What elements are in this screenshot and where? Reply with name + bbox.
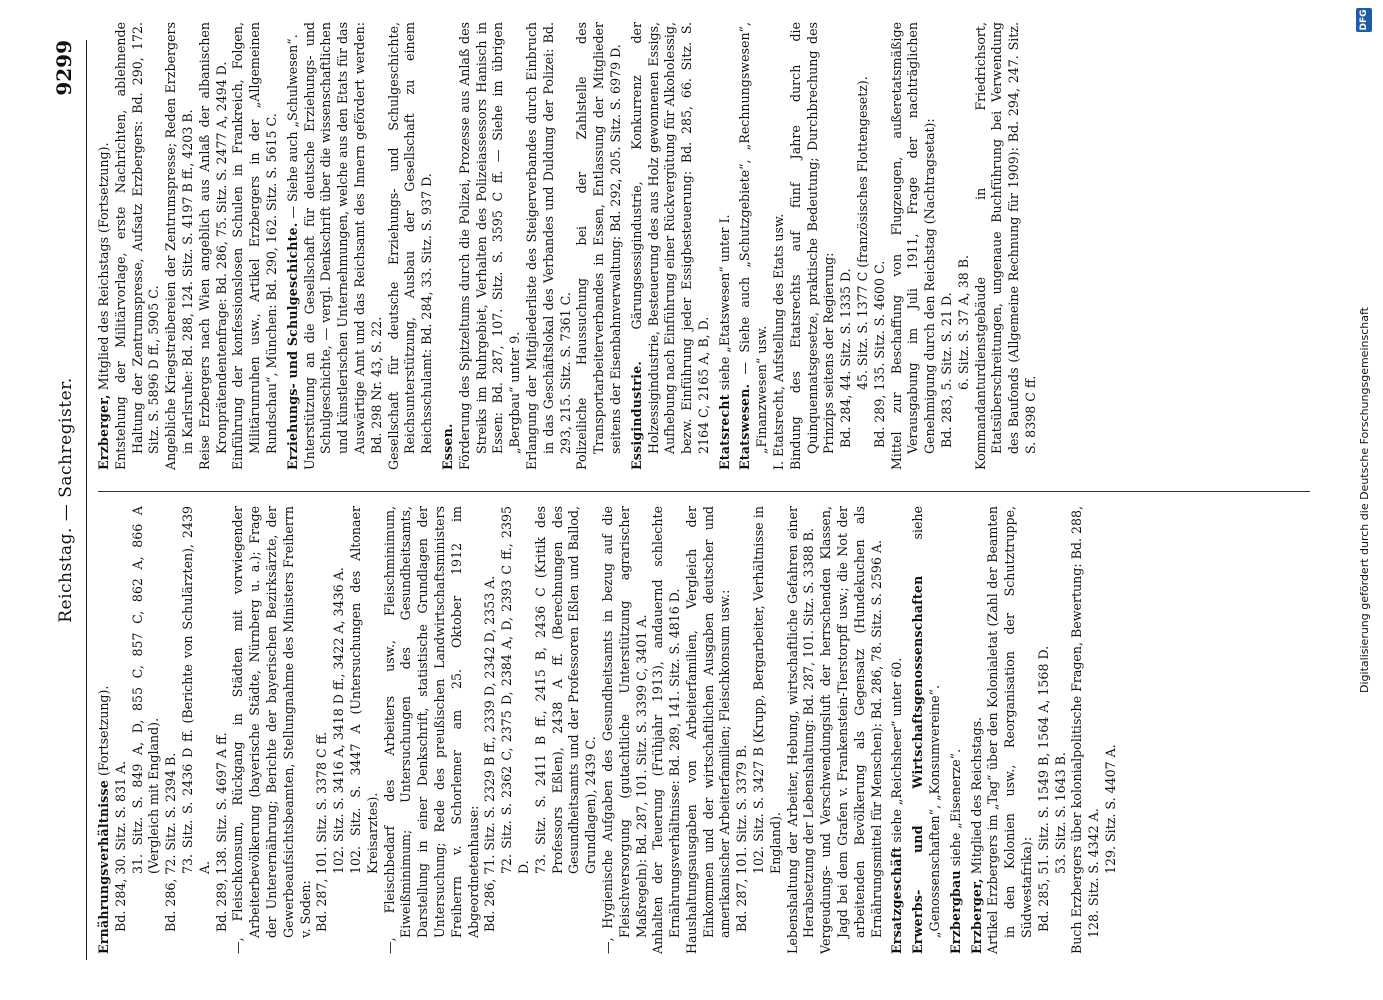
entry-line: Bd. 286, 71. Sitz. S. 2329 B ff., 2339 D, 2342 D, 2353 A. bbox=[482, 575, 498, 932]
entry-heading-rest: Mitglied des Reichstags. bbox=[968, 716, 984, 879]
entry-line: Artikel Erzbergers im „Tag“ über den Kolonialetat (Zahl der Beamten in den Kolonien usw., Reorganisation der Schutztruppe, Südwestafrika): bbox=[985, 506, 1035, 954]
index-entry bbox=[969, 506, 1120, 954]
entry-line: 73. Sitz. S. 2436 D ff. (Berichte von Schulärzten), 2439 A. bbox=[179, 506, 212, 874]
entry-line: 45. Sitz. S. 1377 C (französisches Flottengesetz). bbox=[855, 76, 871, 390]
index-entry bbox=[629, 22, 713, 470]
entry-line: Bd. 289, 138. Sitz. S. 4697 A ff. bbox=[213, 732, 229, 932]
digitization-note: Digitalisierung gefördert durch die Deutsche Forschungsgemeinschaft bbox=[1358, 307, 1371, 693]
entry-line: Haushaltungsausgaben von Arbeiterfamilien, Vergleich der Einkommen und der wirtschaftlichen Ausgaben deutscher und amerikanischer Arbeiterfamilien; Fleischkonsum usw.: bbox=[683, 506, 733, 954]
dfg-logo: DFG bbox=[1356, 8, 1372, 32]
entry-line: 72. Sitz. S. 2362 C, 2375 D, 2384 A, D, 2393 C ff., 2395 D. bbox=[499, 506, 531, 874]
entry-line: Reise Erzbergers nach Wien angeblich aus Anlaß der albanischen Kronprätendentenfrage: Bd. 286, 75. Sitz. S. 2477 A, 2494 D. bbox=[196, 22, 229, 470]
entry-heading: Erziehungs- und Schulgeschichte. bbox=[284, 222, 300, 470]
entry-heading: Erzbergbau bbox=[947, 870, 963, 954]
entry-line: Einführung der konfessionslosen Schulen in Frankreich, Folgen, Militärunruhen usw., Artikel Erzbergers in der „Allgemeinen Rundschau“, München: Bd. 290, 162. Sitz. S. 5615 C. bbox=[230, 22, 279, 470]
entry-line: Mittel zur Beschaffung von Flugzeugen, außeretatsmäßige Verausgabung im Juli 1911, Frage der nachträglichen Genehmigung durch den Reichstag (Nachtragsetat): bbox=[888, 22, 938, 470]
entry-heading-rest: siehe „Etatswesen“ unter I. bbox=[716, 214, 732, 395]
entry-heading-rest: — Siehe auch „Schulwesen“. bbox=[284, 34, 300, 223]
page-number: 9299 bbox=[52, 40, 76, 96]
entry-heading: Ersatzgeschäft bbox=[889, 846, 905, 954]
entry-line: 53. Sitz. S. 1643 B. bbox=[1052, 752, 1068, 874]
entry-line: Gesellschaft für deutsche Erziehungs- und Schulgeschichte, Reichsunterstützung, Ausbau der Gesellschaft zu einem Reichsschulamt: Bd. 284, 33. Sitz. S. 937 D. bbox=[385, 22, 435, 470]
header-title: Reichstag. — Sachregister. bbox=[56, 377, 76, 623]
entry-line: —, Fleischbedarf des Arbeiters usw., Fleischminimum, Eiweißminimum; Untersuchungen des Gesundheitsamts, Darstellung in einer Denkschrift, statistische Grundlagen der Untersuchung; Rede des preußischen Landwirtschaftsministers Freiherrn v. Schorlemer am 25. Oktober 1912 im Abgeordnetenhause: bbox=[381, 506, 481, 954]
entry-heading-rest: Mitglied des Reichstags (Fortsetzung). bbox=[96, 142, 111, 395]
entry-line: Bd. 286, 72. Sitz. S. 2394 B. bbox=[163, 752, 179, 932]
column-divider bbox=[98, 491, 1310, 492]
index-entry bbox=[285, 22, 436, 470]
entry-line: 31. Sitz. S. 849 A, D, 855 C, 857 C, 862 A, 866 A (Vergleich mit England). bbox=[129, 506, 162, 874]
entry-heading-rest: — Siehe auch „Schutzgebiete“, „Rechnungswesen“, „Finanzwesen“ usw. bbox=[737, 22, 770, 454]
entry-line: Angebliche Kriegstreibereien der Zentrumspresse; Reden Erzbergers in Karlsruhe: Bd. 288, 124. Sitz. S. 4197 B ff., 4203 B. bbox=[163, 22, 195, 470]
entry-heading: Erzberger, bbox=[96, 394, 111, 470]
entry-line: I. Etatsrecht, Aufstellung des Etats usw. bbox=[771, 213, 787, 470]
entry-line: Bindung des Etatsrechts auf fünf Jahre durch die Quinquennatsgesetze, praktische Bedeutung; Durchbrechung des Prinzips seitens der Regierung: bbox=[787, 22, 837, 470]
index-entry bbox=[96, 22, 281, 470]
entry-line: Bd. 289, 135. Sitz. S. 4600 C. bbox=[871, 260, 887, 448]
header-rule bbox=[86, 40, 87, 960]
entry-heading: Etatsrecht bbox=[716, 394, 732, 470]
entry-line: 129. Sitz. S. 4407 A. bbox=[1103, 744, 1119, 874]
entry-line: Polizeiliche Haussuchung bei der Zahlstelle des Transportarbeiterverbandes in Essen, Entlassung der Mitglieder seitens der Eisenbahnverwaltung: Bd. 292, 205. Sitz. S. 6979 D. bbox=[574, 22, 623, 470]
index-entry bbox=[96, 506, 885, 954]
index-entry bbox=[737, 22, 1039, 470]
index-entry bbox=[717, 22, 734, 470]
index-entry bbox=[948, 506, 965, 954]
entry-line: Anhalten der Teuerung (Frühjahr 1913), andauernd schlechte Ernährungsverhältnisse: Bd. 289, 141. Sitz. S. 4816 D. bbox=[650, 506, 683, 954]
entry-heading: Essen. bbox=[439, 423, 455, 470]
entry-line: 102. Sitz. S. 3447 A (Untersuchungen des Altonaer Kreisarztes). bbox=[347, 506, 380, 874]
entry-line: Förderung des Spitzeltums durch die Polizei, Prozesse aus Anlaß des Streiks im Ruhrgebiet, Verhalten des Polizeiassessors Hanisch in Essen: Bd. 287, 107. Sitz. S. 3595 C ff. — Siehe im übrigen „Bergbau“ unter 9. bbox=[456, 22, 523, 470]
entry-line: Unterstützung an die Gesellschaft für deutsche Erziehungs- und Schulgeschichte, — vergl. Denkschrift über die wissenschaftlichen und künstlerischen Unternehmungen, welche aus den Etats für das Auswärtige Amt und das Reichsamt des Innern gefördert werden: Bd. 298 Nr. 43, S. 22. bbox=[301, 22, 384, 470]
index-entry bbox=[910, 506, 944, 954]
entry-heading: Essigindustrie. bbox=[628, 361, 644, 470]
entry-line: 6. Sitz. S. 37 A, 38 B. bbox=[955, 255, 971, 390]
entry-line: —, Fleischkonsum, Rückgang in Städten mit vorwiegender Arbeiterbevölkerung (bayerische Städte, Nürnberg u. a.); Frage der Unterernährung; Berichte der bayerischen Bezirksärzte, der Gewerbeaufsichtsbeamten, Stellungnahme des Ministers Freiherrn v. Soden: bbox=[230, 506, 313, 954]
entry-heading: Etatswesen. bbox=[737, 383, 753, 470]
entry-line: Kommandanturdienstgebäude in Friedrichsort, Etatsüberschreitungen, ungenaue Buchführung bei Verwendung des Baufonds (Allgemeine Rechnung für 1909): Bd. 294, 247. Sitz. S. 8398 C ff. bbox=[972, 22, 1039, 470]
entry-heading-rest: siehe „Reichsheer“ unter 60. bbox=[889, 657, 905, 847]
entry-heading-rest: Gärungsessigindustrie, Konkurrenz der Holzessigindustrie, Besteuerung des aus Holz gewonnenen Essigs, Aufhebung nach Einführung einer Rückvergütung für Alkoholessig, bezw. Einführung jeder Essigbesteuerung: Bd. 285, 66. Sitz. S. 2164 C, 2165 A, B, D. bbox=[628, 22, 711, 454]
index-entry bbox=[440, 22, 625, 470]
entry-line: Bd. 287, 101. Sitz. S. 3378 C ff. bbox=[314, 731, 330, 932]
entry-line: Bd. 287, 101. Sitz. S. 3379 B. bbox=[734, 744, 750, 932]
entry-line: Bd. 284, 30. Sitz. S. 831 A. bbox=[112, 760, 128, 932]
entry-line: Bd. 285, 51. Sitz. S. 1549 B, 1564 A, 1568 D. bbox=[1035, 645, 1051, 932]
entry-line: Erlangung der Mitgliederliste des Steigerverbandes durch Einbruch in das Geschäftslokal des Verbandes und Duldung der Polizei: Bd. 293, 215. Sitz. S. 7361 C. bbox=[523, 22, 573, 470]
index-entry bbox=[889, 506, 906, 954]
entry-line: Bd. 284, 44. Sitz. S. 1335 D. bbox=[838, 268, 854, 448]
entry-heading: Ernährungsverhältnisse bbox=[96, 780, 111, 954]
entry-line: Lebenshaltung der Arbeiter, Hebung, wirtschaftliche Gefahren einer Herabsetzung der Lebenshaltung: Bd. 287, 101. Sitz. S. 3388 B. bbox=[784, 506, 817, 954]
entry-line: 102. Sitz. S. 3416 A, 3418 D ff., 3422 A, 3436 A. bbox=[331, 567, 347, 874]
entry-line: Entstehung der Militärvorlage, erste Nachrichten, ablehnende Haltung der Zentrumspresse, Aufsatz Erzbergers: Bd. 290, 172. Sitz. S. 5896 D ff., 5905 C. bbox=[112, 22, 162, 470]
entry-line: —, Hygienische Aufgaben des Gesundheitsamts in bezug auf die Fleischversorgung (gutachtliche Unterstützung agrarischer Maßregeln): Bd. 287, 101. Sitz. S. 3399 C, 3401 A. bbox=[599, 506, 649, 954]
entry-line: Bd. 283, 5. Sitz. S. 21 D. bbox=[939, 292, 955, 448]
entry-heading-rest: siehe „Eisenerze“. bbox=[947, 748, 963, 871]
entry-line: 102. Sitz. S. 3427 B (Krupp, Bergarbeiter, Verhältnisse in England). bbox=[751, 506, 783, 874]
entry-heading-rest: siehe „Genossenschaften“, „Konsumvereine“. bbox=[910, 506, 943, 938]
entry-heading-rest: (Fortsetzung). bbox=[96, 685, 111, 781]
left-column bbox=[96, 506, 1124, 954]
entry-line: 73. Sitz. S. 2411 B ff., 2415 B, 2436 C (Kritik des Professors Eßlen), 2438 A ff. (Berechnungen des Gesundheitsamts und der Professoren Eßlen und Ballod, Grundlagen), 2439 C. bbox=[532, 506, 599, 874]
entry-line: Buch Erzbergers über kolonialpolitische Fragen, Bewertung: Bd. 288, 128. Sitz. S. 4342 A. bbox=[1069, 506, 1102, 954]
running-header bbox=[52, 40, 80, 960]
entry-heading: Erzberger, bbox=[968, 878, 984, 954]
entry-heading: Erwerbs- und Wirtschaftsgenossenschaften bbox=[910, 575, 926, 954]
entry-line: Vergeudungs- und Verschwendungsluft der herrschenden Klassen, Jagd bei dem Grafen v. Frankenstein-Tierstorpff usw.; die Not der arbeitenden Bevölkerung als Gegensatz (Hundekuchen als Ernährungsmittel für Menschen): Bd. 286, 78. Sitz. S. 2596 A. bbox=[818, 506, 884, 954]
right-column bbox=[96, 22, 1044, 470]
